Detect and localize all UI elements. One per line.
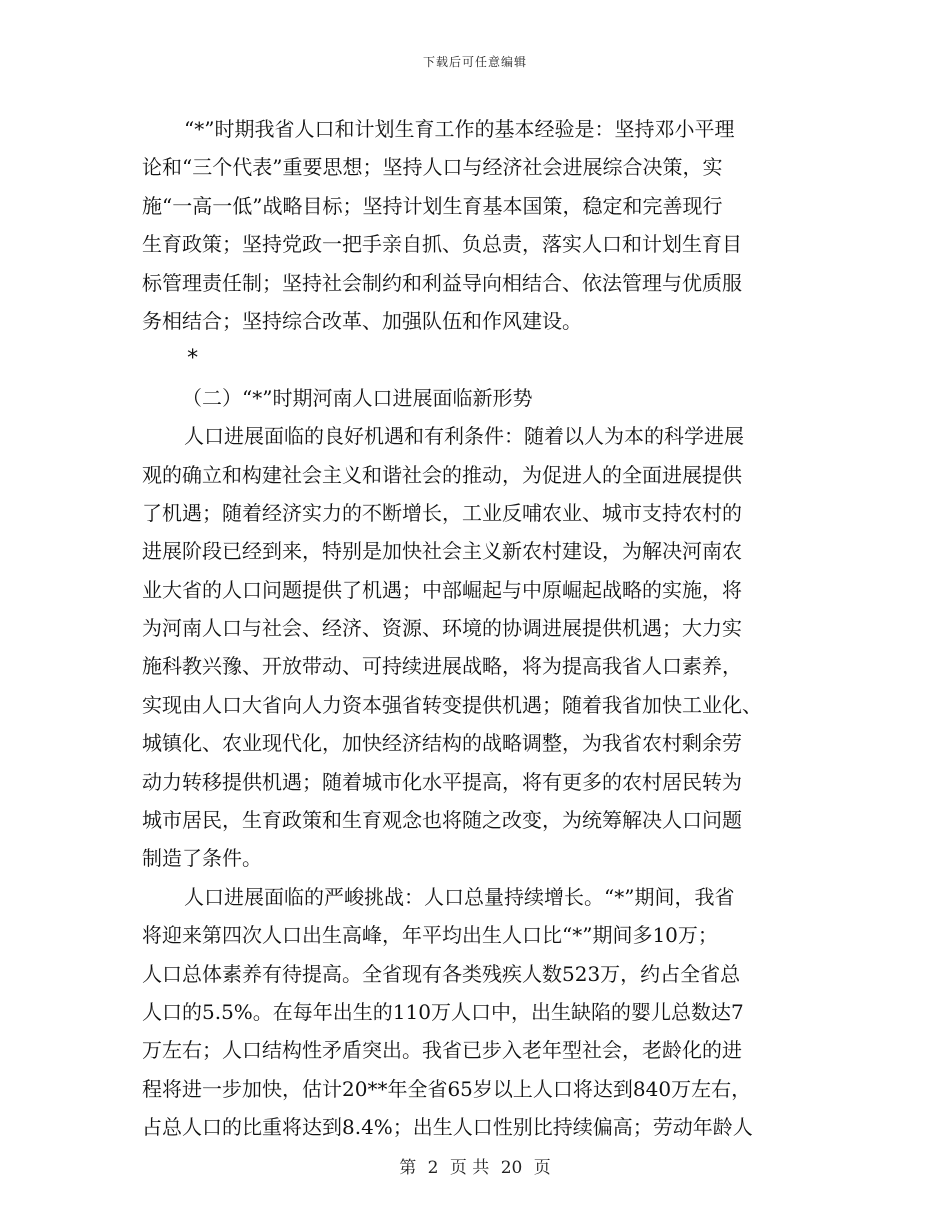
text-line: 了机遇；随着经济实力的不断增长，工业反哺农业、城市支持农村的 [142,500,742,525]
text-line: 城市居民，生育政策和生育观念也将随之改变，为统筹解决人口问题 [142,808,742,833]
text-line: “*”时期我省人口和计划生育工作的基本经验是：坚持邓小平理 [184,117,735,141]
section-heading: （二）“*”时期河南人口进展面临新形势 [182,385,533,410]
current-page-number: 2 [427,1158,439,1178]
text-line: 实现由人口大省向人力资本强省转变提供机遇；随着我省加快工业化、 [142,692,762,717]
page-header: 下载后可任意编辑 [422,55,527,69]
text-line: 观的确立和构建社会主义和谐社会的推动，为促进人的全面进展提供 [142,462,742,487]
text-line: 将迎来第四次人口出生高峰，年平均出生人口比“*”期间多10万； [142,923,718,948]
paragraph [142,417,808,878]
text-line: 制造了条件。 [142,846,262,871]
total-page-count: 20 [500,1158,523,1178]
text-line: 生育政策；坚持党政一把手亲自抓、负总责，落实人口和计划生育目 [142,232,742,257]
text-line: 人口进展面临的良好机遇和有利条件：随着以人为本的科学进展 [184,424,744,449]
footer-suffix: 页 [533,1158,551,1178]
text-line: 占总人口的比重将达到8.4%；出生人口性别比持续偏高；劳动年龄人 [142,1115,753,1140]
paragraph [142,110,808,340]
text-line: 业大省的人口问题提供了机遇；中部崛起与中原崛起战略的实施，将 [142,577,742,602]
text-line: 为河南人口与社会、经济、资源、环境的协调进展提供机遇；大力实 [142,616,742,641]
text-line: 人口进展面临的严峻挑战：人口总量持续增长。“*”期间，我省 [184,884,735,909]
text-line: 动力转移提供机遇；随着城市化水平提高，将有更多的农村居民转为 [142,769,742,794]
text-line: 论和“三个代表”重要思想；坚持人口与经济社会进展综合决策，实 [142,155,723,180]
text-line: 施“一高一低”战略目标；坚持计划生育基本国策，稳定和完善现行 [142,193,723,218]
paragraph [142,878,808,1147]
text-line: 程将进一步加快，估计20**年全省65岁以上人口将达到840万左右， [142,1076,752,1101]
text-line: 进展阶段已经到来，特别是加快社会主义新农村建设，为解决河南农 [142,539,742,564]
text-line: 人口总体素养有待提高。全省现有各类残疾人数523万，约占全省总 [142,961,741,986]
text-line: 务相结合；坚持综合改革、加强队伍和作风建设。 [142,308,582,333]
page-footer [0,1153,950,1178]
text-line: 标管理责任制；坚持社会制约和利益导向相结合、依法管理与优质服 [142,270,742,295]
asterisk-marker: * [186,346,200,372]
text-line: 施科教兴豫、开放带动、可持续进展战略，将为提高我省人口素养， [142,654,742,679]
footer-prefix: 第 [399,1158,417,1178]
text-line: 人口的5.5%。在每年出生的110万人口中，出生缺陷的婴儿总数达7 [142,999,744,1024]
document-body [142,110,808,1147]
text-line: 城镇化、农业现代化，加快经济结构的战略调整，为我省农村剩余劳 [142,731,742,756]
footer-middle: 页 共 [449,1158,490,1178]
text-line: 万左右；人口结构性矛盾突出。我省已步入老年型社会，老龄化的进 [142,1038,742,1063]
